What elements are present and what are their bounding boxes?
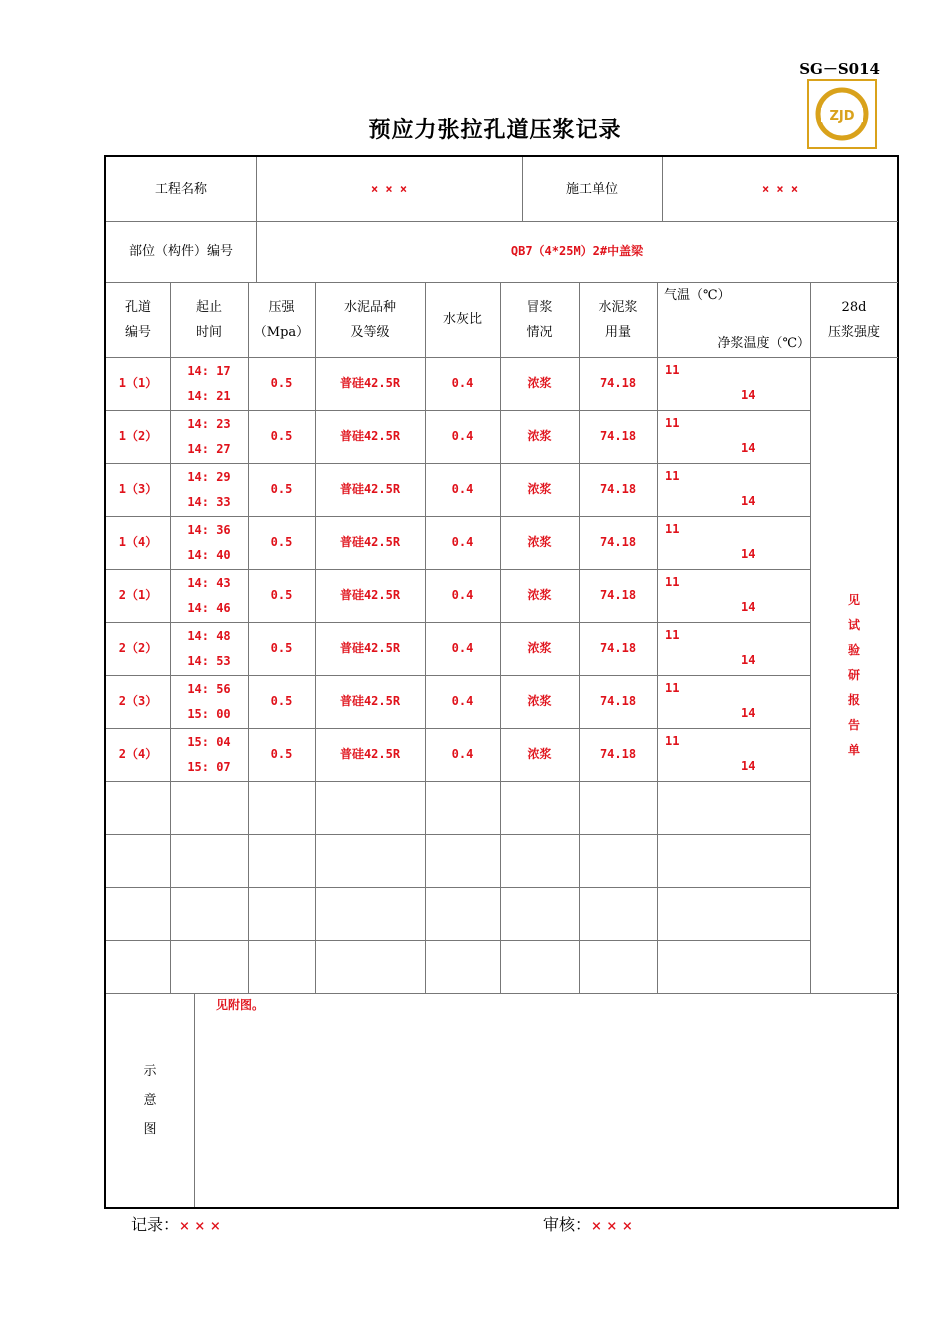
header-cement-line1: 水泥品种 <box>343 299 396 315</box>
row-time-end: 14: 53 <box>187 653 231 668</box>
header-strength <box>810 282 898 357</box>
strength-note-char: 报 <box>847 692 860 707</box>
row-hole: 2（4） <box>118 747 158 761</box>
row-time-start: 14: 36 <box>187 522 231 537</box>
grid-line <box>106 993 898 994</box>
strength-note-char: 研 <box>847 667 860 682</box>
row-pressure: 0.5 <box>270 535 293 549</box>
row-air-temp: 11 <box>665 522 680 536</box>
reviewer-label: 审核： <box>543 1215 592 1234</box>
row-wc-ratio: 0.4 <box>451 588 474 602</box>
row-time <box>170 622 248 675</box>
header-hole-line2: 编号 <box>124 324 151 340</box>
header-overflow <box>500 282 579 357</box>
row-cement: 普硅42.5R <box>339 694 401 708</box>
row-pressure: 0.5 <box>270 588 293 602</box>
header-pressure-line2: （Mpa） <box>253 324 310 340</box>
diagram-label-char: 意 <box>143 1092 157 1108</box>
row-slurry-temp: 14 <box>741 653 756 667</box>
row-time-start: 14: 29 <box>187 469 231 484</box>
row-pressure: 0.5 <box>270 747 293 761</box>
diagram-label-char: 示 <box>143 1063 157 1079</box>
row-time <box>170 675 248 728</box>
row-time-end: 14: 40 <box>187 547 231 562</box>
recorder <box>131 1212 221 1235</box>
company-logo <box>807 79 877 149</box>
row-cement: 普硅42.5R <box>339 535 401 549</box>
header-time-line2: 时间 <box>195 324 222 340</box>
header-amount-line2: 用量 <box>604 324 631 340</box>
row-wc-ratio: 0.4 <box>451 641 474 655</box>
row-time-end: 14: 46 <box>187 600 231 615</box>
row-slurry-temp: 14 <box>741 494 756 508</box>
row-overflow: 浓浆 <box>527 376 552 390</box>
row-hole: 1（1） <box>118 376 158 390</box>
row-pressure: 0.5 <box>270 429 293 443</box>
row-cement: 普硅42.5R <box>339 588 401 602</box>
header-overflow-line1: 冒浆 <box>526 299 553 315</box>
row-pressure: 0.5 <box>270 376 293 390</box>
strength-note-char: 告 <box>847 717 860 732</box>
row-amount: 74.18 <box>599 429 637 443</box>
recorder-value: × × × <box>179 1219 221 1234</box>
row-time-start: 14: 48 <box>187 628 231 643</box>
row-time-start: 14: 43 <box>187 575 231 590</box>
row-amount: 74.18 <box>599 535 637 549</box>
page-title: 预应力张拉孔道压浆记录 <box>368 118 622 143</box>
row-cement: 普硅42.5R <box>339 482 401 496</box>
strength-note-char: 验 <box>847 642 860 657</box>
row-air-temp: 11 <box>665 416 680 430</box>
grid-line <box>106 940 810 941</box>
zjd-logo-icon <box>809 81 875 147</box>
row-wc-ratio: 0.4 <box>451 694 474 708</box>
row-overflow: 浓浆 <box>527 588 552 602</box>
row-time <box>170 357 248 410</box>
strength-note-char: 单 <box>847 742 860 757</box>
row-slurry-temp: 14 <box>741 600 756 614</box>
row-amount: 74.18 <box>599 694 637 708</box>
header-time <box>170 282 248 357</box>
strength-note-char: 见 <box>847 592 860 607</box>
row-wc-ratio: 0.4 <box>451 747 474 761</box>
row-overflow: 浓浆 <box>527 482 552 496</box>
row-hole: 2（1） <box>118 588 158 602</box>
row-amount: 74.18 <box>599 376 637 390</box>
row-amount: 74.18 <box>599 588 637 602</box>
unit-value: × × × <box>761 181 799 196</box>
row-pressure: 0.5 <box>270 641 293 655</box>
row-amount: 74.18 <box>599 641 637 655</box>
header-overflow-line2: 情况 <box>526 324 553 340</box>
row-cement: 普硅42.5R <box>339 641 401 655</box>
row-time <box>170 463 248 516</box>
reviewer <box>543 1212 633 1235</box>
strength-note-char: 试 <box>847 617 860 632</box>
header-hole-line1: 孔道 <box>124 299 151 315</box>
header-pressure <box>248 282 315 357</box>
row-time <box>170 410 248 463</box>
row-time-start: 15: 04 <box>187 734 231 749</box>
header-strength-line2: 压浆强度 <box>827 324 880 340</box>
row-cement: 普硅42.5R <box>339 376 401 390</box>
header-pressure-line1: 压强 <box>268 299 295 315</box>
strength-note <box>810 357 898 993</box>
position-label: 部位（构件）编号 <box>128 244 233 259</box>
row-time-end: 14: 21 <box>187 388 231 403</box>
row-time <box>170 569 248 622</box>
row-pressure: 0.5 <box>270 694 293 708</box>
row-time-start: 14: 17 <box>187 363 231 378</box>
row-slurry-temp: 14 <box>741 441 756 455</box>
header-time-line1: 起止 <box>195 299 222 315</box>
row-hole: 1（2） <box>118 429 158 443</box>
recorder-label: 记录： <box>131 1215 180 1234</box>
row-time <box>170 516 248 569</box>
row-pressure: 0.5 <box>270 482 293 496</box>
row-wc-ratio: 0.4 <box>451 429 474 443</box>
row-wc-ratio: 0.4 <box>451 376 474 390</box>
header-cement-line2: 及等级 <box>350 324 390 340</box>
row-time-end: 15: 00 <box>187 706 231 721</box>
row-slurry-temp: 14 <box>741 759 756 773</box>
row-air-temp: 11 <box>665 734 680 748</box>
row-time <box>170 728 248 781</box>
row-time-end: 15: 07 <box>187 759 231 774</box>
row-time-end: 14: 27 <box>187 441 231 456</box>
row-overflow: 浓浆 <box>527 641 552 655</box>
unit-label: 施工单位 <box>565 181 618 197</box>
row-time-end: 14: 33 <box>187 494 231 509</box>
grid-line <box>194 993 195 1207</box>
row-cement: 普硅42.5R <box>339 747 401 761</box>
diagram-label <box>106 993 194 1207</box>
diagram-note: 见附图。 <box>216 998 265 1012</box>
header-amount <box>579 282 657 357</box>
row-amount: 74.18 <box>599 747 637 761</box>
row-slurry-temp: 14 <box>741 547 756 561</box>
row-cement: 普硅42.5R <box>339 429 401 443</box>
row-overflow: 浓浆 <box>527 429 552 443</box>
row-wc-ratio: 0.4 <box>451 482 474 496</box>
row-wc-ratio: 0.4 <box>451 535 474 549</box>
row-time-start: 14: 23 <box>187 416 231 431</box>
grid-line <box>106 887 810 888</box>
row-air-temp: 11 <box>665 575 680 589</box>
row-slurry-temp: 14 <box>741 388 756 402</box>
row-hole: 2（2） <box>118 641 158 655</box>
row-air-temp: 11 <box>665 681 680 695</box>
diagram-label-char: 图 <box>143 1121 157 1137</box>
project-value: × × × <box>370 181 408 196</box>
reviewer-value: × × × <box>591 1219 633 1234</box>
row-amount: 74.18 <box>599 482 637 496</box>
header-hole <box>106 282 170 357</box>
header-slurry-temp: 净浆温度（℃） <box>717 335 810 351</box>
row-hole: 1（4） <box>118 535 158 549</box>
logo-text: ZJD <box>829 109 855 124</box>
grid-line <box>106 781 810 782</box>
row-air-temp: 11 <box>665 469 680 483</box>
project-label: 工程名称 <box>154 181 207 197</box>
grid-line <box>106 834 810 835</box>
header-strength-line1: 28d <box>841 299 867 315</box>
header-air-temp: 气温（℃） <box>664 287 731 303</box>
row-slurry-temp: 14 <box>741 706 756 720</box>
row-overflow: 浓浆 <box>527 747 552 761</box>
row-air-temp: 11 <box>665 628 680 642</box>
header-wc-ratio: 水灰比 <box>442 312 482 327</box>
row-hole: 2（3） <box>118 694 158 708</box>
document-code: SG－S014 <box>799 60 880 78</box>
position-value: QB7（4*25M）2#中盖梁 <box>510 244 644 258</box>
header-cement <box>315 282 425 357</box>
row-overflow: 浓浆 <box>527 535 552 549</box>
row-overflow: 浓浆 <box>527 694 552 708</box>
row-air-temp: 11 <box>665 363 680 377</box>
header-amount-line1: 水泥浆 <box>598 299 638 315</box>
row-time-start: 14: 56 <box>187 681 231 696</box>
row-hole: 1（3） <box>118 482 158 496</box>
